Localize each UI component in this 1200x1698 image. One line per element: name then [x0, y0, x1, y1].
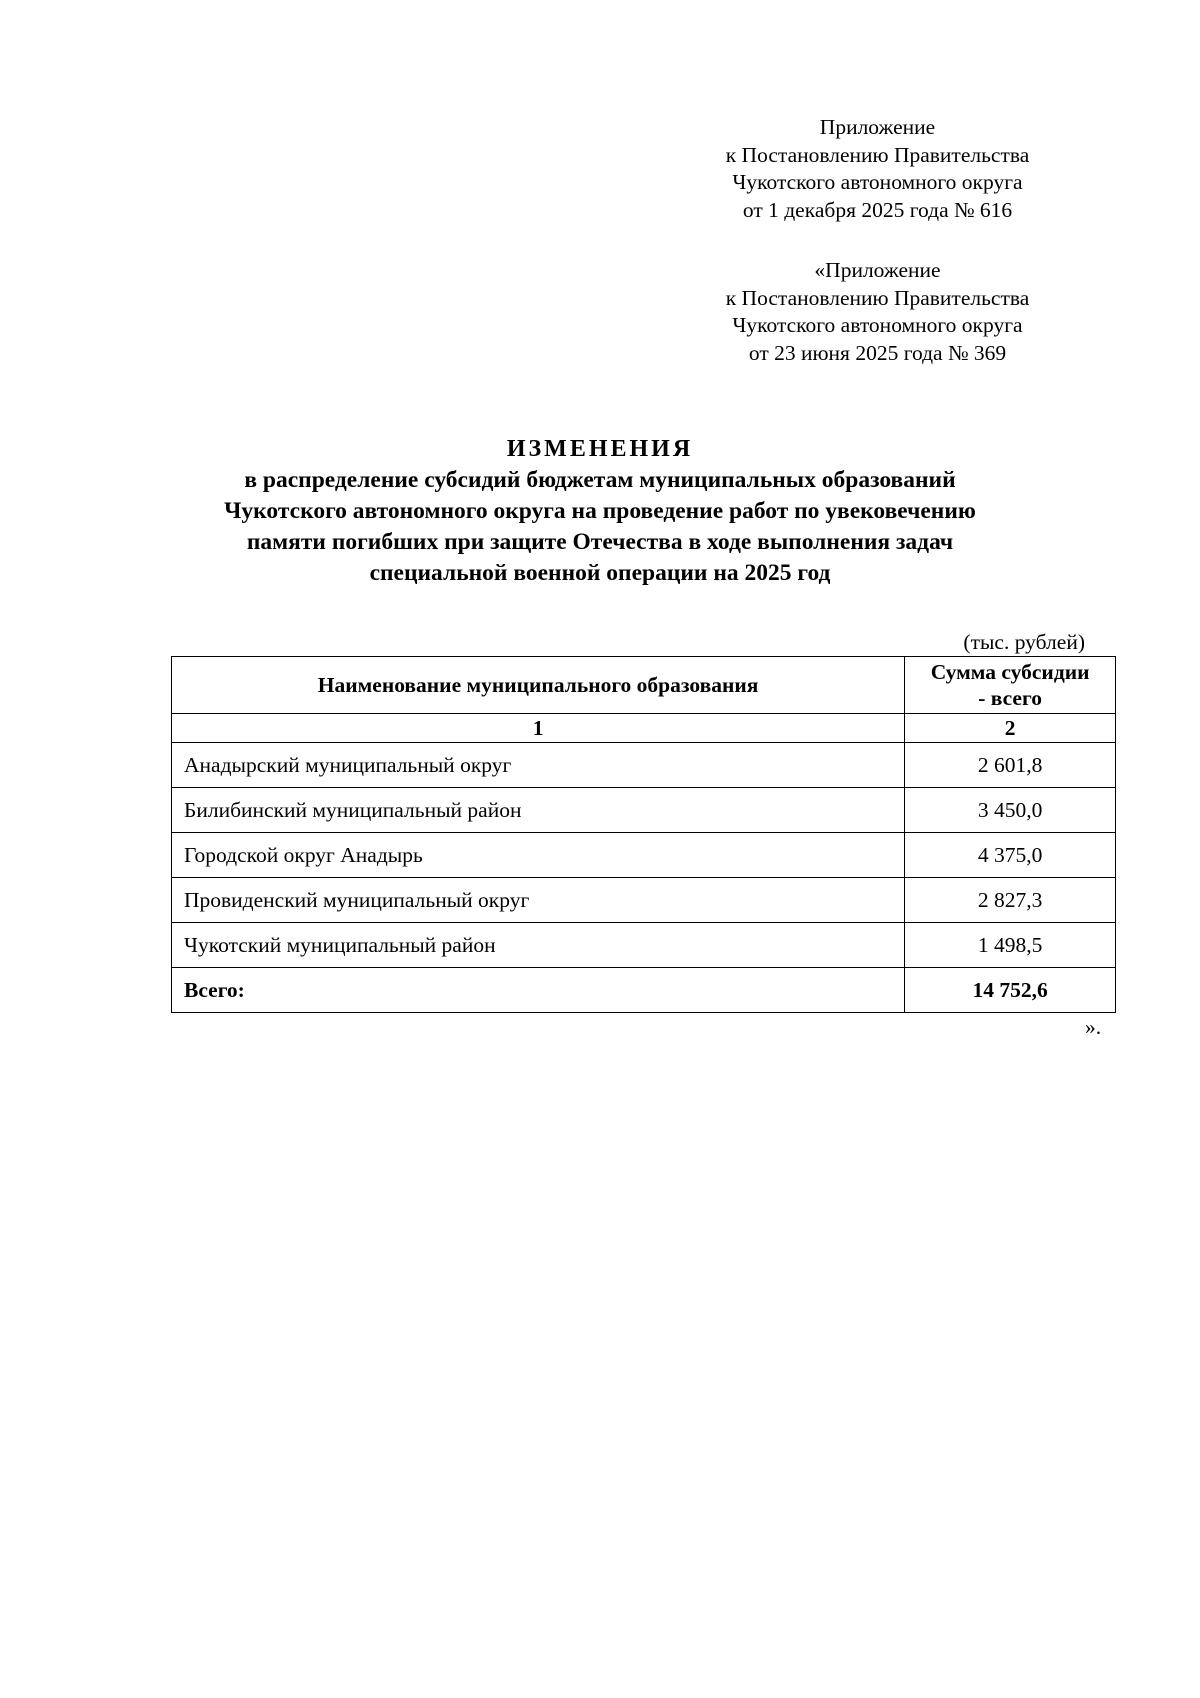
municipality-name: Анадырский муниципальный округ: [172, 743, 905, 788]
title-heading: ИЗМЕНЕНИЯ: [506, 436, 694, 462]
header-name-cell: Наименование муниципального образования: [172, 657, 905, 714]
table-row: [172, 833, 1116, 878]
table-row: [172, 743, 1116, 788]
municipality-name: Чукотский муниципальный район: [172, 923, 905, 968]
table-row: [172, 788, 1116, 833]
header-sum-line: - всего: [978, 686, 1042, 710]
subsidies-table: [171, 656, 1116, 1013]
annex-previous-line: от 23 июня 2025 года № 369: [748, 340, 1007, 365]
annex-previous-line: Чукотского автономного округа: [732, 313, 1023, 337]
annex-current-line: Приложение: [819, 115, 936, 139]
title-line: памяти погибших при защите Отечества в ходе выполнения задач: [246, 529, 954, 555]
column-number-row: [172, 714, 1116, 743]
annex-current-line: к Постановлению Правительства: [725, 142, 1030, 167]
title-line: Чукотского автономного округа на проведение работ по увековечению: [224, 498, 976, 524]
annex-previous-line: «Приложение: [814, 258, 941, 282]
table-header-row: [172, 657, 1116, 714]
annex-current-reference: [690, 114, 1065, 224]
table-row: [172, 878, 1116, 923]
total-amount: 14 752,6: [905, 968, 1116, 1013]
units-note: (тыс. рублей): [963, 630, 1085, 654]
total-label: Всего:: [172, 968, 905, 1013]
municipality-name: Билибинский муниципальный район: [172, 788, 905, 833]
subsidy-amount: 4 375,0: [905, 833, 1116, 878]
title-line: в распределение субсидий бюджетам муниципальных образований: [244, 467, 956, 493]
document-title: [150, 434, 1050, 589]
annex-previous-line: к Постановлению Правительства: [725, 285, 1030, 310]
table-row: [172, 923, 1116, 968]
header-sum-cell: [905, 657, 1116, 714]
subsidy-amount: 1 498,5: [905, 923, 1116, 968]
subsidy-amount: 2 827,3: [905, 878, 1116, 923]
column-number: 1: [172, 714, 905, 743]
closing-quote-mark: ».: [1085, 1015, 1102, 1039]
total-row: [172, 968, 1116, 1013]
municipality-name: Провиденский муниципальный округ: [172, 878, 905, 923]
annex-current-line: Чукотского автономного округа: [732, 170, 1023, 194]
subsidy-amount: 2 601,8: [905, 743, 1116, 788]
annex-previous-reference: [690, 257, 1065, 367]
municipality-name: Городской округ Анадырь: [172, 833, 905, 878]
subsidy-amount: 3 450,0: [905, 788, 1116, 833]
annex-current-line: от 1 декабря 2025 года № 616: [742, 197, 1013, 222]
column-number: 2: [905, 714, 1116, 743]
title-line: специальной военной операции на 2025 год: [369, 560, 831, 586]
header-sum-line: Сумма субсидии: [930, 660, 1090, 684]
